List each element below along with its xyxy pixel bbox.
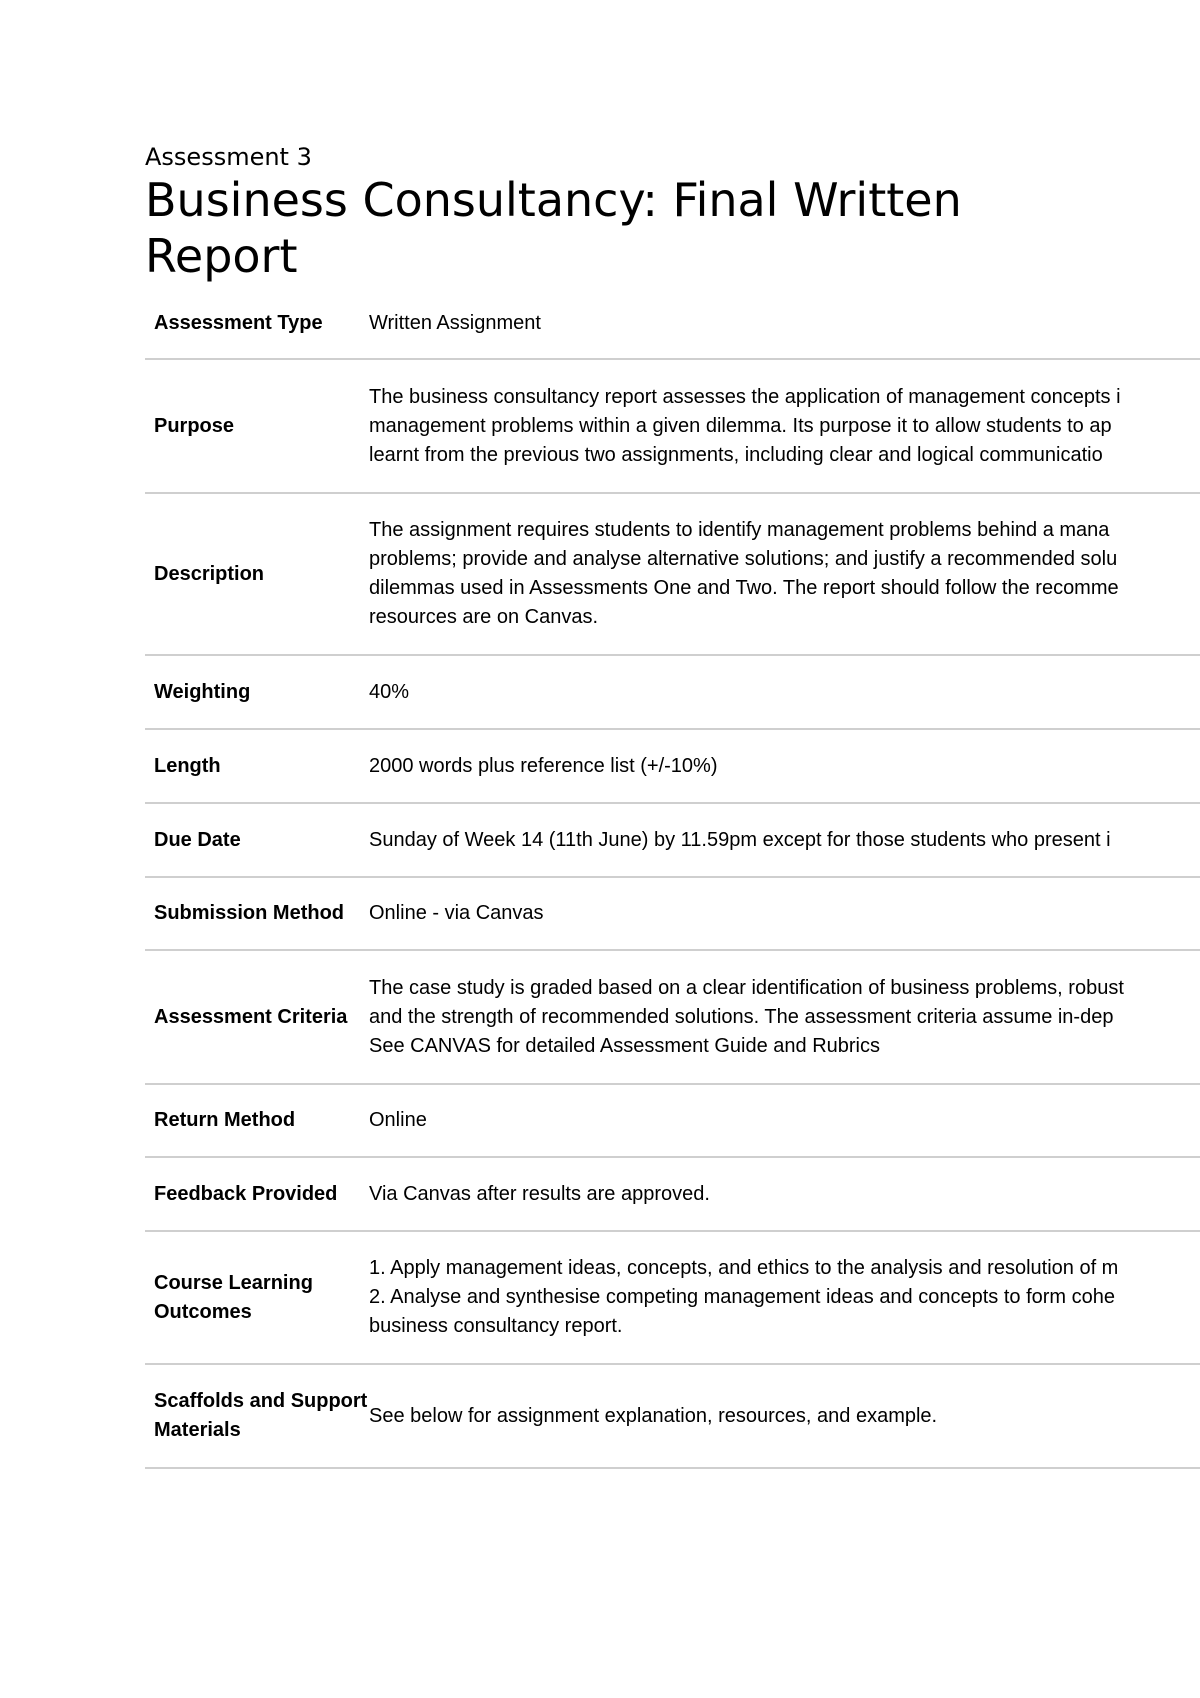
value-line: dilemmas used in Assessments One and Two. The report should follow the recomme	[369, 577, 1119, 599]
row-value	[369, 655, 1200, 729]
row-weighting	[145, 655, 1200, 729]
value-line: Via Canvas after results are approved.	[369, 1182, 710, 1205]
row-assessment-type	[145, 288, 1200, 359]
row-return-method	[145, 1084, 1200, 1157]
row-value	[369, 1157, 1200, 1231]
row-label: Return Method	[145, 1084, 369, 1157]
row-value	[369, 803, 1200, 877]
assessment-number: Assessment 3	[145, 143, 312, 171]
value-line: Online - via Canvas	[369, 902, 544, 924]
row-label: Purpose	[145, 359, 369, 493]
value-line: The business consultancy report assesses the application of management concepts i	[369, 385, 1121, 408]
row-scaffolds-support	[145, 1364, 1200, 1468]
row-value	[369, 950, 1200, 1084]
row-value	[369, 729, 1200, 803]
row-label: Assessment Criteria	[145, 950, 369, 1084]
row-label: Course Learning Outcomes	[145, 1231, 369, 1364]
value-line: learnt from the previous two assignments, including clear and logical communicatio	[369, 443, 1103, 466]
row-value	[369, 1364, 1200, 1468]
row-label: Scaffolds and Support Materials	[145, 1364, 369, 1468]
row-length	[145, 729, 1200, 803]
value-line: Online	[369, 1109, 427, 1131]
row-assessment-criteria	[145, 950, 1200, 1084]
row-description	[145, 493, 1200, 655]
row-value	[369, 359, 1200, 493]
document-page	[145, 142, 1200, 1469]
row-value	[369, 1231, 1200, 1364]
value-line: 2. Analyse and synthesise competing management ideas and concepts to form cohe	[369, 1286, 1116, 1308]
row-label: Due Date	[145, 803, 369, 877]
value-line: See below for assignment explanation, resources, and example.	[369, 1404, 938, 1427]
value-line: management problems within a given dilemma. Its purpose it to allow students to ap	[369, 414, 1112, 437]
value-line: The case study is graded based on a clear identification of business problems, robust	[369, 976, 1124, 999]
row-label: Length	[145, 729, 369, 803]
value-line: 2000 words plus reference list (+/-10%)	[369, 754, 718, 777]
row-submission-method	[145, 877, 1200, 950]
page-title: Business Consultancy: Final Written Report	[145, 173, 962, 283]
row-value	[369, 288, 1200, 359]
row-course-learning-outcomes	[145, 1231, 1200, 1364]
value-line: See CANVAS for detailed Assessment Guide and Rubrics	[369, 1034, 880, 1057]
value-line: and the strength of recommended solutions. The assessment criteria assume in-dep	[369, 1005, 1114, 1028]
row-value	[369, 493, 1200, 655]
value-line: The assignment requires students to identify management problems behind a mana	[369, 519, 1110, 541]
row-due-date	[145, 803, 1200, 877]
value-line: Written Assignment	[369, 311, 541, 334]
value-line: resources are on Canvas.	[369, 606, 599, 628]
row-label: Weighting	[145, 655, 369, 729]
row-value	[369, 877, 1200, 950]
row-label: Assessment Type	[145, 288, 369, 359]
assessment-details-table	[145, 288, 1200, 1469]
value-line: 1. Apply management ideas, concepts, and ethics to the analysis and resolution of m	[369, 1257, 1119, 1279]
value-line: problems; provide and analyse alternative solutions; and justify a recommended solu	[369, 548, 1118, 570]
row-label: Submission Method	[145, 877, 369, 950]
value-line: business consultancy report.	[369, 1315, 623, 1337]
row-value	[369, 1084, 1200, 1157]
row-label: Description	[145, 493, 369, 655]
value-line: 40%	[369, 680, 410, 703]
row-label: Feedback Provided	[145, 1157, 369, 1231]
row-purpose	[145, 359, 1200, 493]
value-line: Sunday of Week 14 (11th June) by 11.59pm except for those students who present i	[369, 828, 1111, 851]
row-feedback-provided	[145, 1157, 1200, 1231]
